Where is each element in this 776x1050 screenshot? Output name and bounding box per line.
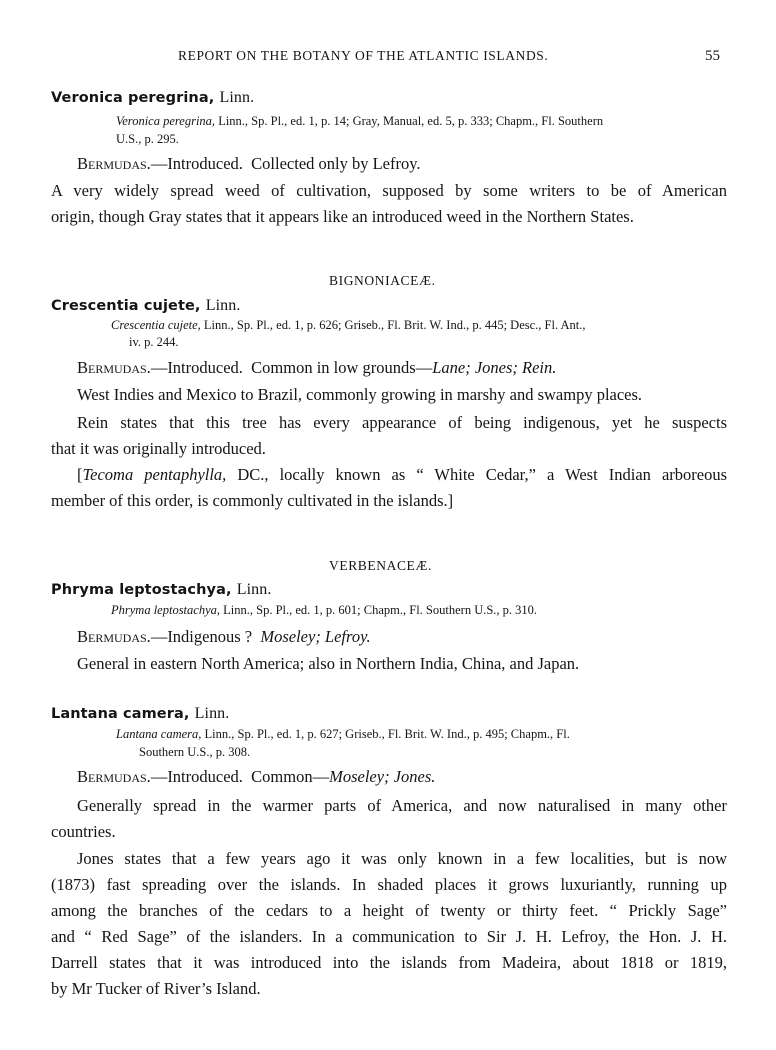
paragraph-line: A very widely spread weed of cultivation, supposed by some writers to be of American <box>51 181 727 200</box>
locality-label: Bermudas. <box>77 767 151 786</box>
species-heading-phryma <box>51 581 271 599</box>
locality-collectors: Moseley; Lefroy. <box>260 627 371 646</box>
species-heading-veronica <box>51 89 254 107</box>
tecoma-name: Tecoma pentaphylla, <box>82 465 227 484</box>
citation-crescentia-line1 <box>111 318 586 333</box>
citation-text: Linn., Sp. Pl., ed. 1, p. 626; Griseb., Fl. Brit. W. Ind., p. 445; Desc., Fl. Ant., <box>203 318 586 332</box>
locality-lantana <box>77 767 435 787</box>
paragraph-line: by Mr Tucker of River’s Island. <box>51 979 261 998</box>
family-heading-verbenaceae: VERBENACEÆ. <box>329 558 432 573</box>
locality-crescentia <box>77 358 556 378</box>
locality-text: —Introduced. Common— <box>150 767 330 786</box>
paragraph-line: among the branches of the cedars to a height of twenty or thirty feet. “ Prickly Sage” <box>51 901 727 920</box>
paragraph-line: [Tecoma pentaphylla, DC., locally known as “ White Cedar,” a West Indian arboreous <box>77 465 728 484</box>
citation-veronica-line2: U.S., p. 295. <box>116 132 179 146</box>
species-name: Veronica peregrina, <box>51 90 215 106</box>
citation-lantana-line2: Southern U.S., p. 308. <box>139 745 251 759</box>
citation-italic-name: Veronica peregrina, <box>116 114 216 128</box>
paragraph-line: (1873) fast spreading over the islands. In shaded places it grows luxuriantly, running up <box>51 875 727 894</box>
paragraph-veronica <box>51 178 727 230</box>
species-authority: Linn. <box>236 581 272 598</box>
species-heading-crescentia <box>51 297 240 315</box>
paragraph-lantana-jones <box>51 846 727 1002</box>
locality-label: Bermudas. <box>77 627 151 646</box>
paragraph-lantana-spread <box>51 793 727 845</box>
locality-label: Bermudas. <box>77 154 151 173</box>
citation-text: Linn., Sp. Pl., ed. 1, p. 601; Chapm., Fl. Southern U.S., p. 310. <box>223 603 538 617</box>
paragraph-tecoma-note <box>51 462 727 514</box>
paragraph-crescentia-rein <box>51 410 727 462</box>
family-heading-bignoniaceae: BIGNONIACEÆ. <box>329 273 436 288</box>
citation-italic-name: Phryma leptostachya, <box>111 603 221 617</box>
citation-italic-name: Crescentia cujete, <box>111 318 201 332</box>
species-authority: Linn. <box>205 297 241 314</box>
locality-collectors: Lane; Jones; Rein. <box>432 358 557 377</box>
paragraph-line: Darrell states that it was introduced into the islands from Madeira, about 1818 or 1819, <box>51 953 727 972</box>
species-authority: Linn. <box>194 705 230 722</box>
locality-text: —Introduced. Common in low grounds— <box>150 358 433 377</box>
paragraph-line: Jones states that a few years ago it was only known in a few localities, but is now <box>77 849 727 868</box>
locality-veronica <box>77 154 421 174</box>
species-name: Phryma leptostachya, <box>51 582 232 598</box>
locality-phryma <box>77 627 371 647</box>
distribution-crescentia: West Indies and Mexico to Brazil, commonly growing in marshy and swampy places. <box>77 385 643 404</box>
header-title: REPORT ON THE BOTANY OF THE ATLANTIC ISLANDS. <box>178 48 549 63</box>
paragraph-line: Rein states that this tree has every appearance of being indigenous, yet he suspects <box>77 413 727 432</box>
species-authority: Linn. <box>219 89 255 106</box>
citation-veronica-line1 <box>116 114 603 129</box>
citation-phryma <box>111 603 537 618</box>
citation-text: Linn., Sp. Pl., ed. 1, p. 14; Gray, Manual, ed. 5, p. 333; Chapm., Fl. Southern <box>218 114 604 128</box>
species-heading-lantana <box>51 705 229 723</box>
paragraph-line: and “ Red Sage” of the islanders. In a communication to Sir J. H. Lefroy, the Hon. J. H. <box>51 927 727 946</box>
locality-collectors: Moseley; Jones. <box>329 767 436 786</box>
citation-text: Linn., Sp. Pl., ed. 1, p. 627; Griseb., Fl. Brit. W. Ind., p. 495; Chapm., Fl. <box>204 727 570 741</box>
paragraph-line: that it was originally introduced. <box>51 439 266 458</box>
locality-text: —Introduced. Collected only by Lefroy. <box>150 154 421 173</box>
citation-lantana-line1 <box>116 727 570 742</box>
locality-label: Bermudas. <box>77 358 151 377</box>
distribution-phryma: General in eastern North America; also in Northern India, China, and Japan. <box>77 654 580 673</box>
citation-italic-name: Lantana camera, <box>116 727 202 741</box>
locality-text: —Indigenous ? <box>150 627 253 646</box>
paragraph-line: countries. <box>51 822 116 841</box>
paragraph-line: origin, though Gray states that it appears like an introduced weed in the Northern States. <box>51 207 634 226</box>
paragraph-line: member of this order, is commonly cultivated in the islands.] <box>51 491 454 510</box>
species-name: Lantana camera, <box>51 706 190 722</box>
paragraph-line: Generally spread in the warmer parts of America, and now naturalised in many other <box>77 796 727 815</box>
species-name: Crescentia cujete, <box>51 298 201 314</box>
citation-crescentia-line2: iv. p. 244. <box>129 335 179 349</box>
page-number: 55 <box>705 48 720 64</box>
